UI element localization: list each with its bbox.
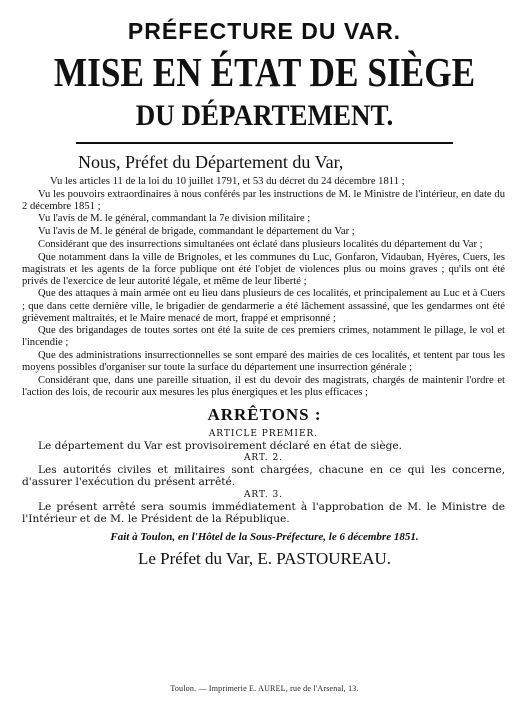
consideration-paragraph: Que notamment dans la ville de Brignoles, et les communes du Luc, Gonfaron, Vidauban, Hyères, Cuers, les magistrats et les agents de la force publique ont été l'objet de violences plus ou moins graves ; qu'ils ont été privés de l'exercice de leur autorité légale, et même de leur liberté ;: [22, 251, 505, 287]
printer-footer: Toulon. — Imprimerie E. AUREL, rue de l'Arsenal, 13.: [170, 684, 359, 693]
article-1: [16, 428, 513, 452]
considerations-block: [16, 176, 513, 399]
consideration-paragraph: Vu l'avis de M. le général, commandant la 7e division militaire ;: [38, 213, 311, 225]
article-label: ARTICLE PREMIER.: [208, 429, 319, 440]
article-text: Le présent arrêté sera soumis immédiatement à l'approbation de M. le Ministre de l'Intérieur et de M. le Président de la République.: [22, 500, 505, 525]
main-title: MISE EN ÉTAT DE SIÈGE: [53, 49, 476, 95]
consideration-paragraph: Vu les articles 11 de la loi du 10 juillet 1791, et 53 du décret du 24 décembre 1811 ;: [50, 176, 405, 187]
subtitle: DU DÉPARTEMENT.: [135, 99, 394, 132]
article-label: ART. 3.: [243, 489, 284, 500]
consideration-paragraph: Considérant que des insurrections simultanées ont éclaté dans plusieurs localités du département du Var ;: [38, 238, 483, 250]
signature: Le Préfet du Var, E. PASTOUREAU.: [137, 548, 392, 568]
prefecture-heading: PRÉFECTURE DU VAR.: [127, 18, 402, 44]
article-3: [16, 489, 513, 525]
consideration-paragraph: Que des brigandages de toutes sortes ont été la suite de ces premiers crimes, notamment le pillage, le vol et l'incendie ;: [22, 325, 505, 349]
consideration-paragraph: Vu l'avis de M. le général de brigade, commandant le département du Var ;: [38, 226, 355, 238]
article-2: [16, 452, 513, 488]
article-label: ART. 2.: [243, 453, 284, 464]
article-text: Les autorités civiles et militaires sont chargées, chacune en ce qui les concerne, d'assurer l'exécution du présent arrêté.: [22, 464, 505, 489]
article-text: Le département du Var est provisoirement déclaré en état de siège.: [38, 440, 403, 453]
place-date: Fait à Toulon, en l'Hôtel de la Sous-Préfecture, le 6 décembre 1851.: [110, 530, 419, 543]
divider-rule: [76, 142, 453, 144]
intro-line: Nous, Préfet du Département du Var,: [78, 152, 344, 172]
consideration-paragraph: Que des administrations insurrectionnelles se sont emparé des mairies de ces localités, et tentent par tous les moyens possibles d'organiser sur toute la surface du département une insurrection générale ;: [22, 350, 505, 374]
arretons-heading: ARRÊTONS :: [207, 405, 322, 425]
consideration-paragraph: Que des attaques à main armée ont eu lieu dans plusieurs de ces localités, et principalement au Luc et à Cuers ; que dans cette dernière ville, le brigadier de gendarmerie a été lâchement assassiné, que les gendarmes ont été grièvement maltraités, et le Maire menacé de mort, frappé et emprisonné ;: [22, 288, 505, 324]
consideration-paragraph: Vu les pouvoirs extraordinaires à nous conférés par les instructions de M. le Ministre de l'intérieur, en date du 2 décembre 1851 ;: [22, 188, 505, 212]
consideration-paragraph: Considérant que, dans une pareille situation, il est du devoir des magistrats, chargés de maintenir l'ordre et l'action des lois, de recourir aux mesures les plus énergiques et les plus efficaces ;: [22, 374, 505, 398]
